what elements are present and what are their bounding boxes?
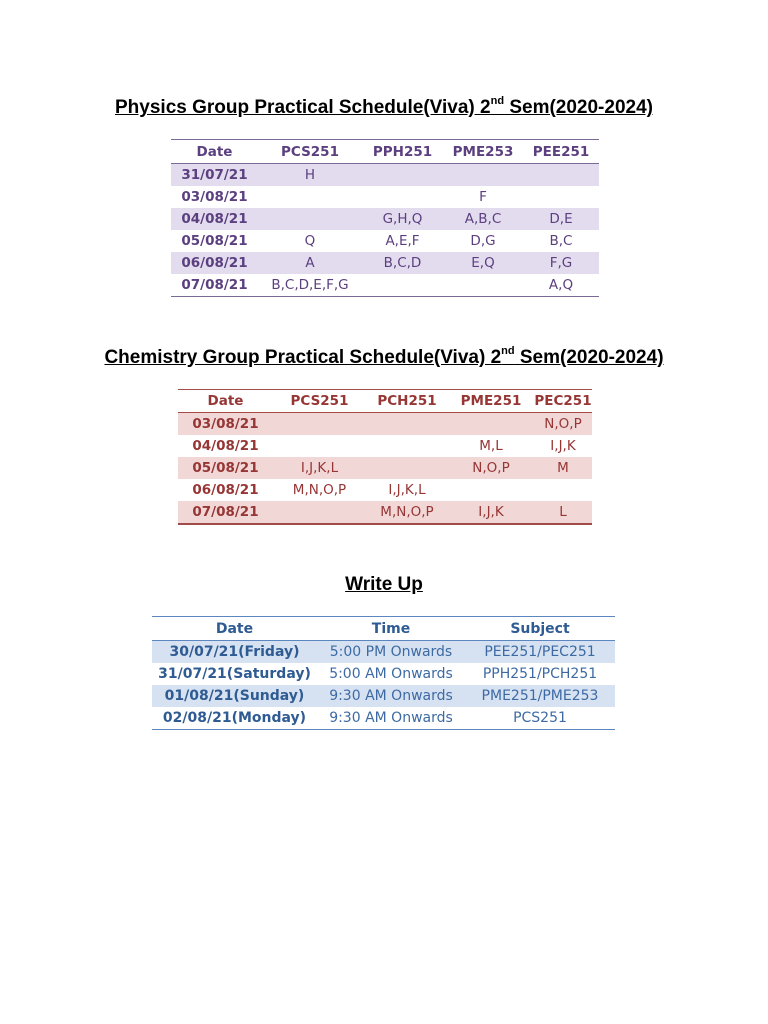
table-cell: A,B,C — [443, 208, 523, 230]
date-cell: 31/07/21 — [171, 164, 258, 187]
table-cell: I,J,K — [448, 501, 534, 524]
table-cell — [273, 501, 366, 524]
time-cell: 5:00 PM Onwards — [317, 641, 465, 664]
table-cell — [258, 186, 362, 208]
table-cell: M — [534, 457, 592, 479]
table-row — [152, 663, 615, 685]
date-cell: 02/08/21(Monday) — [162, 710, 307, 726]
time-cell: 9:30 AM Onwards — [329, 710, 453, 726]
table-row — [178, 457, 592, 479]
table-row — [171, 252, 599, 274]
table-cell: E,Q — [443, 252, 523, 274]
table-cell: M,N,O,P — [366, 501, 448, 524]
table-cell — [258, 208, 362, 230]
table-cell: L — [534, 501, 592, 524]
column-header: PCS251 — [258, 140, 362, 164]
table-cell — [362, 164, 443, 187]
table-cell: B,C,D — [362, 252, 443, 274]
column-header: Date — [178, 390, 273, 413]
table-cell — [448, 413, 534, 436]
physics-schedule-table — [171, 139, 599, 297]
table-row — [171, 164, 599, 187]
date-cell: 03/08/21 — [178, 413, 273, 436]
table-row — [178, 413, 592, 436]
table-cell — [443, 164, 523, 187]
column-header: Time — [317, 617, 465, 641]
table-cell: A,Q — [548, 277, 574, 293]
time-cell: 9:30 AM Onwards — [317, 685, 465, 707]
chemistry-schedule-title — [0, 345, 768, 369]
date-cell: 04/08/21 — [192, 438, 259, 454]
physics-title-main: Physics Group Practical Schedule(Viva) 2 — [115, 97, 491, 118]
writeup-title — [0, 574, 768, 596]
table-cell — [366, 435, 448, 457]
table-cell: N,O,P — [534, 413, 592, 436]
table-cell: D,E — [523, 208, 599, 230]
time-cell: 5:00 AM Onwards — [329, 666, 453, 682]
physics-schedule-title — [0, 95, 768, 119]
table-header-row — [178, 390, 592, 413]
subject-cell: PEE251/PEC251 — [465, 641, 615, 664]
date-cell: 04/08/21 — [171, 208, 258, 230]
table-cell: B,C — [549, 233, 573, 249]
date-cell: 03/08/21 — [181, 189, 248, 205]
table-row — [171, 230, 599, 252]
subject-cell: PPH251/PCH251 — [482, 666, 598, 682]
table-cell: N,O,P — [448, 457, 534, 479]
date-cell: 07/08/21 — [178, 501, 273, 524]
date-cell: 05/08/21 — [181, 233, 248, 249]
column-header: PME251 — [448, 390, 534, 413]
column-header: PME253 — [443, 140, 523, 164]
table-row — [171, 274, 599, 297]
chemistry-schedule-table — [178, 389, 592, 525]
table-header-row — [171, 140, 599, 164]
table-cell — [443, 274, 523, 297]
physics-title-superscript: nd — [490, 95, 505, 107]
chemistry-title-end: Sem(2020-2024) — [514, 347, 664, 368]
table-cell: I,J,K — [550, 438, 576, 454]
table-row — [152, 685, 615, 707]
table-cell: M,L — [479, 438, 503, 454]
table-cell — [362, 186, 443, 208]
date-cell: 31/07/21(Saturday) — [158, 666, 311, 682]
subject-cell: PCS251 — [513, 710, 567, 726]
table-cell: D,G — [470, 233, 496, 249]
column-header: PEC251 — [534, 390, 592, 413]
column-header: Subject — [465, 617, 615, 641]
table-cell: F — [479, 189, 487, 205]
table-cell — [523, 186, 599, 208]
table-cell — [273, 413, 366, 436]
table-row — [152, 707, 615, 730]
table-cell — [362, 274, 443, 297]
table-cell: A,E,F — [385, 233, 420, 249]
column-header: PEE251 — [523, 140, 599, 164]
table-cell — [523, 164, 599, 187]
table-row — [152, 641, 615, 664]
table-cell: Q — [304, 233, 316, 249]
table-cell — [273, 435, 366, 457]
column-header: PCH251 — [366, 390, 448, 413]
table-row — [171, 186, 599, 208]
table-row — [171, 208, 599, 230]
table-row — [178, 479, 592, 501]
date-cell: 30/07/21(Friday) — [152, 641, 317, 664]
table-cell — [366, 413, 448, 436]
table-header-row — [152, 617, 615, 641]
table-cell: M,N,O,P — [292, 482, 347, 498]
column-header: PCS251 — [273, 390, 366, 413]
subject-cell: PME251/PME253 — [465, 685, 615, 707]
date-cell: 01/08/21(Sunday) — [152, 685, 317, 707]
table-cell — [366, 457, 448, 479]
table-row — [178, 501, 592, 524]
date-cell: 07/08/21 — [181, 277, 248, 293]
column-header: PPH251 — [362, 140, 443, 164]
writeup-title-text: Write Up — [345, 574, 423, 595]
writeup-schedule-table — [152, 616, 615, 730]
table-cell: A — [258, 252, 362, 274]
table-cell: G,H,Q — [362, 208, 443, 230]
table-cell: I,J,K,L — [388, 482, 426, 498]
table-cell: I,J,K,L — [273, 457, 366, 479]
table-row — [178, 435, 592, 457]
column-header: Date — [171, 140, 258, 164]
date-cell: 05/08/21 — [178, 457, 273, 479]
table-cell — [534, 479, 592, 501]
column-header: Date — [152, 617, 317, 641]
table-cell — [448, 479, 534, 501]
date-cell: 06/08/21 — [171, 252, 258, 274]
chemistry-title-main: Chemistry Group Practical Schedule(Viva) 2 — [104, 347, 502, 368]
table-cell: H — [258, 164, 362, 187]
chemistry-title-superscript: nd — [501, 345, 515, 357]
table-cell: B,C,D,E,F,G — [271, 277, 349, 293]
physics-title-end: Sem(2020-2024) — [504, 97, 653, 118]
table-cell: F,G — [523, 252, 599, 274]
date-cell: 06/08/21 — [192, 482, 259, 498]
